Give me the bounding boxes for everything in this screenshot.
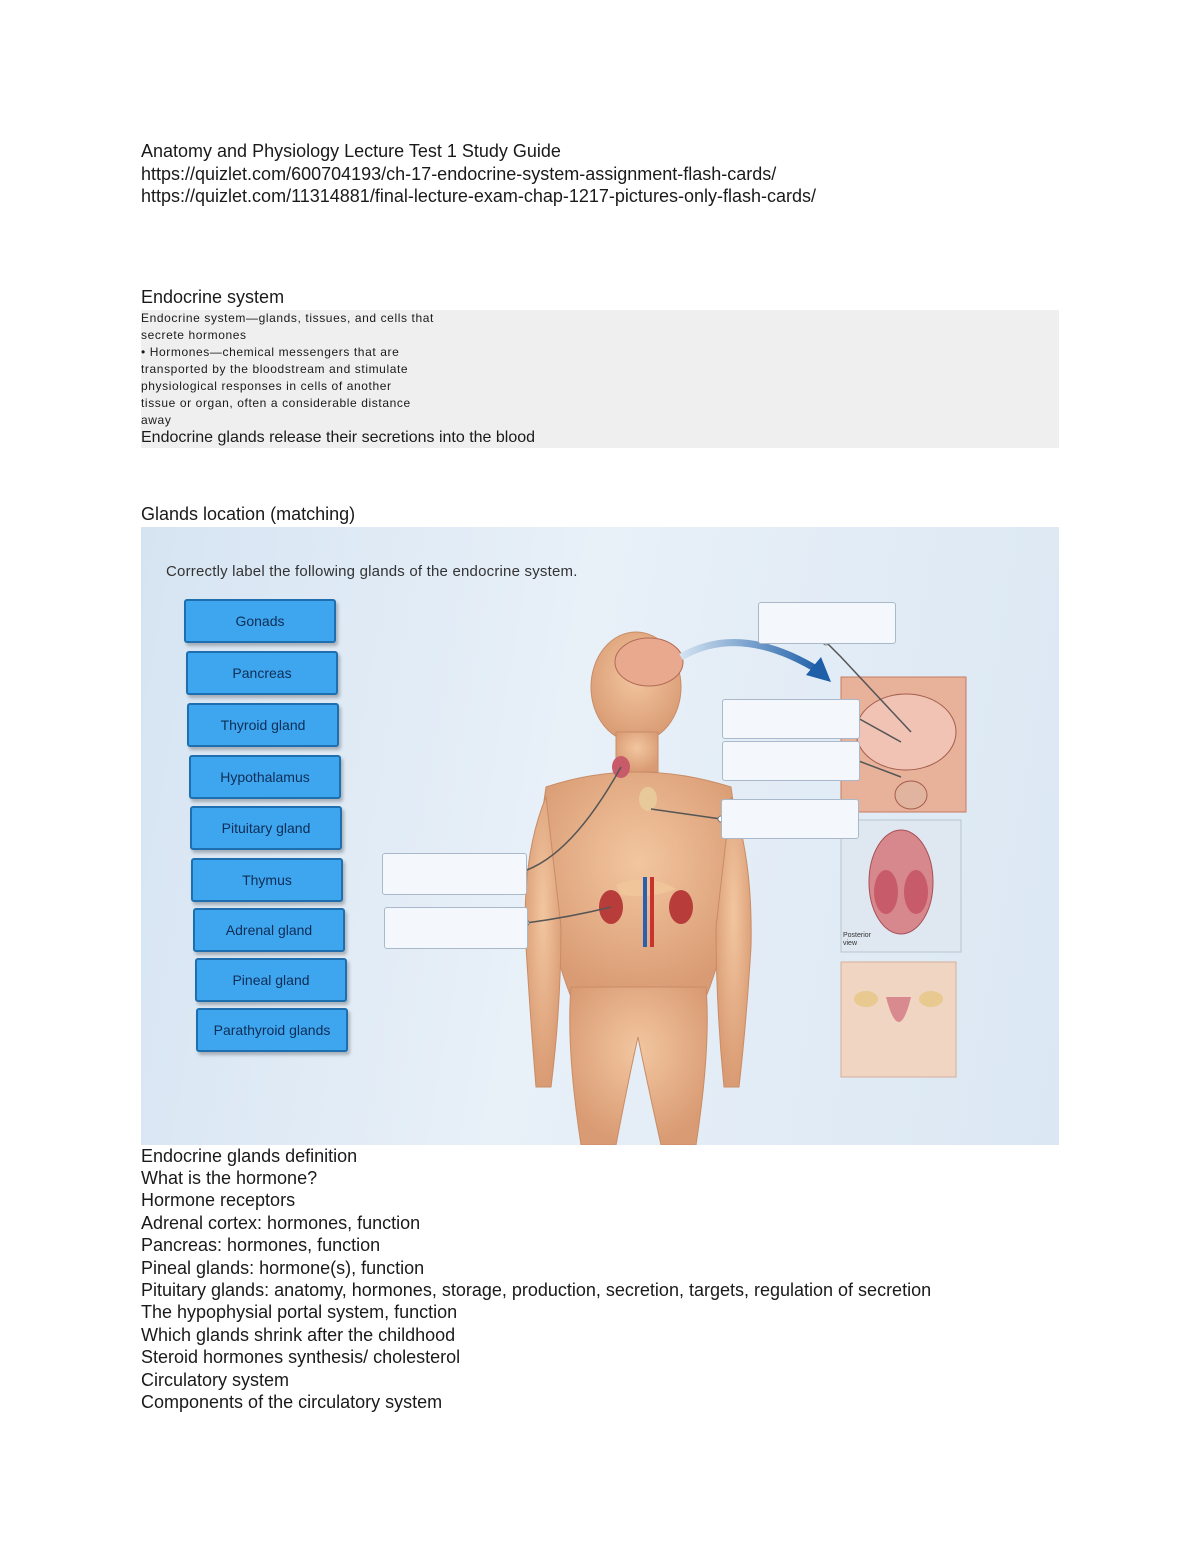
topic-list — [141, 1145, 1059, 1414]
definition-line: away — [141, 412, 172, 427]
topic-item: Pituitary glands: anatomy, hormones, storage, production, secretion, targets, regulation of secretion — [141, 1279, 932, 1300]
label-thyroid-gland[interactable]: Thyroid gland — [187, 703, 339, 747]
drop-target[interactable] — [384, 907, 528, 949]
drop-target[interactable] — [758, 602, 896, 644]
label-adrenal-gland[interactable]: Adrenal gland — [193, 908, 345, 952]
definition-text — [141, 310, 471, 429]
document-page — [141, 140, 1059, 1413]
topic-item: Adrenal cortex: hormones, function — [141, 1212, 421, 1233]
topic-item: What is the hormone? — [141, 1167, 318, 1188]
anatomy-illustration — [141, 527, 1059, 1145]
figure-instruction: Correctly label the following glands of the endocrine system. — [166, 562, 578, 580]
thymus-icon — [639, 787, 657, 811]
quizlet-link-1[interactable]: https://quizlet.com/600704193/ch-17-endocrine-system-assignment-flash-cards/ — [141, 163, 777, 184]
topic-item: Circulatory system — [141, 1369, 290, 1390]
drop-target[interactable] — [722, 699, 860, 739]
quizlet-link-2[interactable]: https://quizlet.com/11314881/final-lecture-exam-chap-1217-pictures-only-flash-cards/ — [141, 186, 816, 206]
document-title: Anatomy and Physiology Lecture Test 1 Study Guide — [141, 141, 561, 161]
definition-line: physiological responses in cells of another — [141, 378, 392, 393]
definition-line: transported by the bloodstream and stimulate — [141, 361, 409, 376]
kidney-icon — [669, 890, 693, 924]
label-pineal-gland[interactable]: Pineal gland — [195, 958, 347, 1002]
endocrine-heading: Endocrine system — [141, 286, 285, 307]
label-gonads[interactable]: Gonads — [184, 599, 336, 643]
topic-item: Endocrine glands definition — [141, 1145, 358, 1166]
topic-item: Steroid hormones synthesis/ cholesterol — [141, 1347, 461, 1368]
definition-line: secrete hormones — [141, 327, 247, 342]
glands-heading: Glands location (matching) — [141, 503, 356, 524]
topic-item: Components of the circulatory system — [141, 1391, 443, 1412]
drop-target[interactable] — [722, 741, 860, 781]
drop-target[interactable] — [721, 799, 859, 839]
endocrine-labeling-figure — [141, 527, 1059, 1145]
definition-line: tissue or organ, often a considerable distance — [141, 395, 411, 410]
label-hypothalamus[interactable]: Hypothalamus — [189, 755, 341, 799]
definition-line: • Hormones—chemical messengers that are — [141, 344, 400, 359]
drop-target[interactable] — [382, 853, 527, 895]
posterior-view-caption: Posterior view — [843, 931, 872, 947]
label-thymus[interactable]: Thymus — [191, 858, 343, 902]
label-pancreas[interactable]: Pancreas — [186, 651, 338, 695]
arrow-icon — [681, 642, 821, 671]
topic-item: Pancreas: hormones, function — [141, 1235, 381, 1256]
secretion-note: Endocrine glands release their secretions into the blood — [141, 428, 536, 446]
topic-item: Hormone receptors — [141, 1190, 296, 1211]
label-parathyroid-glands[interactable]: Parathyroid glands — [196, 1008, 348, 1052]
topic-item: Pineal glands: hormone(s), function — [141, 1257, 425, 1278]
definition-block — [141, 310, 1059, 448]
definition-line: Endocrine system—glands, tissues, and cells that — [141, 310, 434, 325]
label-pituitary-gland[interactable]: Pituitary gland — [190, 806, 342, 850]
brain-icon — [615, 638, 683, 686]
topic-item: Which glands shrink after the childhood — [141, 1324, 456, 1345]
topic-item: The hypophysial portal system, function — [141, 1302, 458, 1323]
